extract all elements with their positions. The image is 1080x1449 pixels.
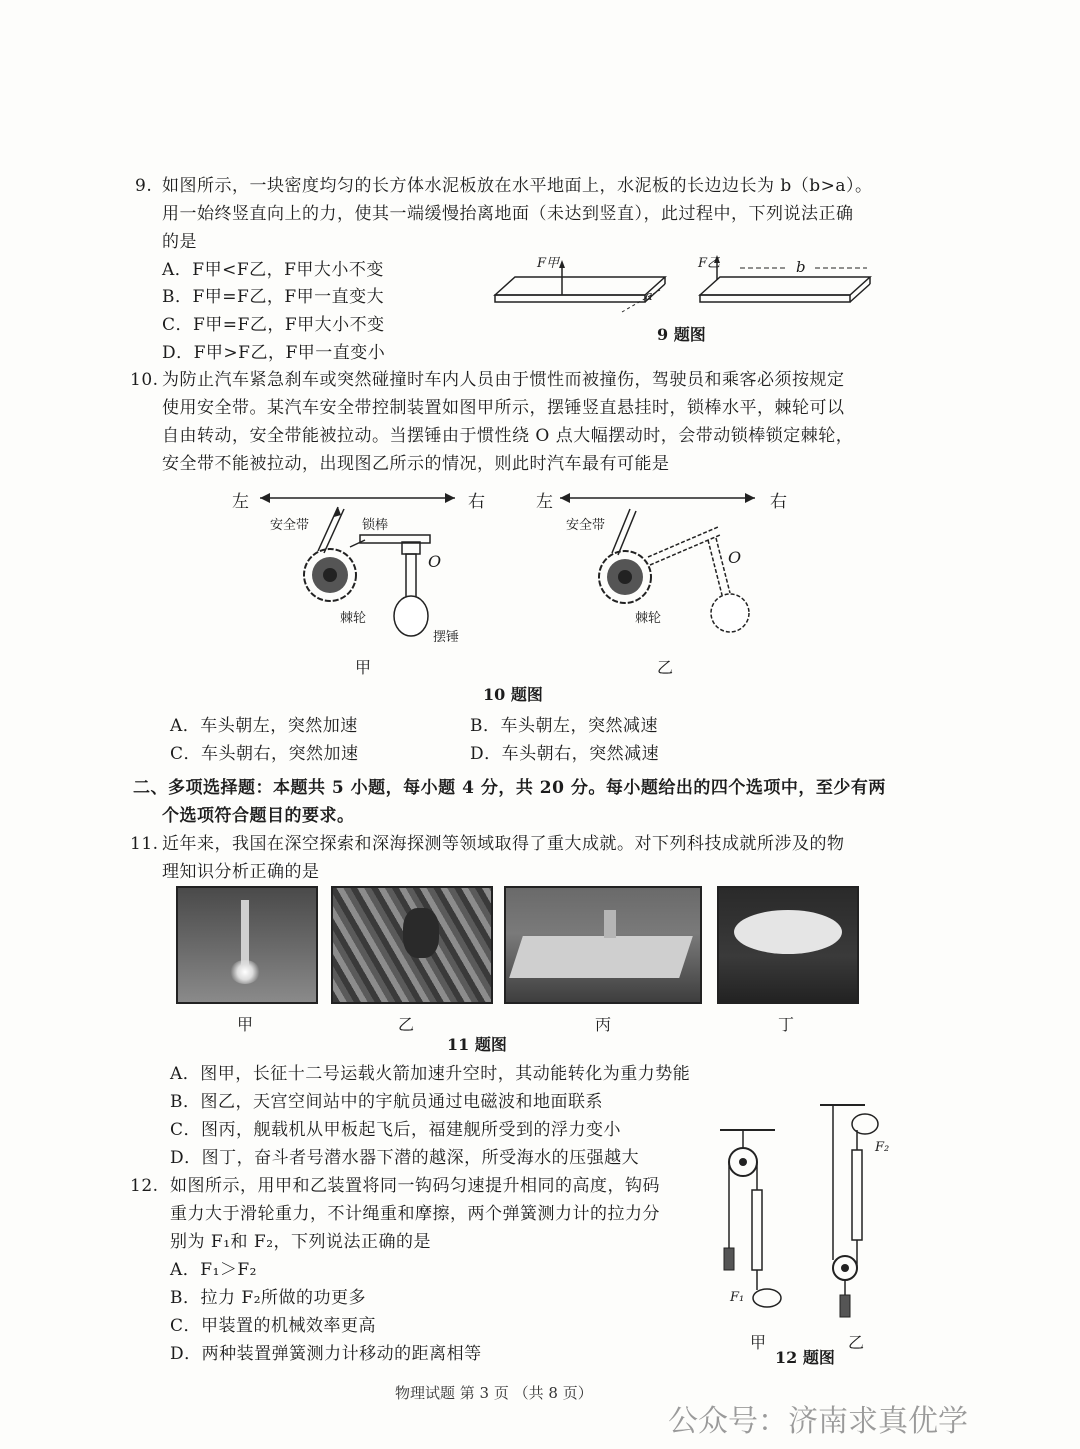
q11-label-ding: 丁: [778, 1015, 795, 1034]
q10-jia-ratchet: 棘轮: [340, 611, 367, 626]
q10-figure-yi: [530, 485, 800, 645]
q12-option-b: B．拉力 F₂所做的功更多: [170, 1288, 367, 1308]
q11-photo-yi-astronaut: [331, 886, 493, 1004]
q10-stem-line3: 自由转动，安全带能被拉动。当摆锤由于惯性绕 O 点大幅摆动时，会带动锁棒锁定棘轮，: [162, 426, 854, 446]
q11-label-jia: 甲: [237, 1015, 254, 1034]
q11-number: 11.: [130, 834, 159, 854]
q9-stem-line3: 的是: [162, 232, 197, 252]
q12-option-d: D．两种装置弹簧测力计移动的距离相等: [170, 1344, 482, 1364]
q9-option-b: B．F甲=F乙，F甲一直变大: [162, 287, 385, 307]
q11-photo-jia-rocket: [176, 886, 318, 1004]
q12-stem-line3: 别为 F₁和 F₂，下列说法正确的是: [170, 1232, 432, 1252]
q10-yi-right: 右: [770, 492, 787, 512]
q10-jia-lockbar: 锁棒: [362, 518, 389, 533]
q10-jia-pendulum: 摆锤: [433, 630, 460, 645]
q11-label-yi: 乙: [398, 1015, 415, 1034]
q12-stem-line1: 如图所示，用甲和乙装置将同一钩码匀速提升相同的高度，钩码: [170, 1176, 660, 1196]
section2-heading-line1: 二、多项选择题：本题共 5 小题，每小题 4 分，共 20 分。每小题给出的四个选项中，至少有两: [133, 778, 886, 798]
q9-label-b: b: [796, 258, 806, 276]
q9-option-c: C．F甲=F乙，F甲大小不变: [162, 315, 385, 335]
q9-stem-line2: 用一始终竖直向上的力，使其一端缓慢抬离地面（未达到竖直），此过程中，下列说法正确: [162, 204, 854, 224]
q10-stem-line2: 使用安全带。某汽车安全带控制装置如图甲所示，摆锤竖直悬挂时，锁棒水平，棘轮可以: [162, 398, 845, 418]
q10-option-c: C．车头朝右，突然加速: [170, 744, 359, 764]
q12-label-f2: F₂: [875, 1140, 890, 1155]
q12-option-a: A．F₁＞F₂: [170, 1260, 257, 1280]
q10-option-d: D．车头朝右，突然减速: [470, 744, 660, 764]
q10-option-b: B．车头朝左，突然减速: [470, 716, 658, 736]
q10-jia-o: O: [428, 552, 442, 571]
q9-caption: 9 题图: [657, 325, 706, 344]
q9-stem-line1: 如图所示，一块密度均匀的长方体水泥板放在水平地面上，水泥板的长边边长为 b（b>a）。: [162, 176, 873, 196]
watermark: 公众号：济南求真优学: [668, 1404, 968, 1439]
q11-option-a: A．图甲，长征十二号运载火箭加速升空时，其动能转化为重力势能: [170, 1064, 691, 1084]
q10-yi-belt: 安全带: [566, 518, 606, 533]
q10-stem-line4: 安全带不能被拉动，出现图乙所示的情况，则此时汽车最有可能是: [162, 454, 670, 474]
q10-stem-line1: 为防止汽车紧急刹车或突然碰撞时车内人员由于惯性而被撞伤，驾驶员和乘客必须按规定: [162, 370, 845, 390]
q12-figure: [715, 1100, 905, 1350]
section2-heading-line2: 个选项符合题目的要求。: [162, 806, 355, 826]
q9-option-a: A．F甲<F乙，F甲大小不变: [162, 260, 384, 280]
q11-option-d: D．图丁，奋斗者号潜水器下潜的越深，所受海水的压强越大: [170, 1148, 640, 1168]
q10-yi-left: 左: [536, 492, 553, 512]
q10-option-a: A．车头朝左，突然加速: [170, 716, 358, 736]
q10-number: 10.: [130, 370, 159, 390]
q10-jia-label: 甲: [355, 658, 372, 677]
q11-option-c: C．图丙，舰载机从甲板起飞后，福建舰所受到的浮力变小: [170, 1120, 622, 1140]
q10-yi-ratchet: 棘轮: [635, 611, 662, 626]
q11-stem-line1: 近年来，我国在深空探索和深海探测等领域取得了重大成就。对下列科技成就所涉及的物: [162, 834, 845, 854]
page-footer: 物理试题 第 3 页 （共 8 页）: [395, 1384, 593, 1402]
q10-caption: 10 题图: [483, 685, 543, 704]
q11-photo-ding-submersible: [717, 886, 859, 1004]
q9-label-a: a: [645, 289, 653, 304]
q11-option-b: B．图乙，天宫空间站中的宇航员通过电磁波和地面联系: [170, 1092, 603, 1112]
q11-label-bing: 丙: [595, 1015, 612, 1034]
q9-number: 9.: [135, 176, 153, 196]
q12-option-c: C．甲装置的机械效率更高: [170, 1316, 377, 1336]
q9-option-d: D．F甲>F乙，F甲一直变小: [162, 343, 386, 363]
q10-jia-right: 右: [468, 492, 485, 512]
q9-label-f1: F甲: [537, 256, 560, 271]
q9-label-f2: F乙: [698, 256, 721, 271]
q12-label-yi: 乙: [848, 1333, 865, 1352]
q10-jia-belt: 安全带: [270, 518, 310, 533]
q10-yi-o: O: [728, 548, 742, 567]
q12-number: 12.: [130, 1176, 159, 1196]
q11-photo-bing-carrier: [504, 886, 702, 1004]
q11-caption: 11 题图: [447, 1035, 507, 1054]
q12-label-jia: 甲: [750, 1333, 767, 1352]
q12-label-f1: F₁: [730, 1290, 745, 1305]
q11-stem-line2: 理知识分析正确的是: [162, 862, 320, 882]
q10-yi-label: 乙: [657, 658, 674, 677]
q10-jia-left: 左: [232, 492, 249, 512]
q12-caption: 12 题图: [775, 1348, 835, 1367]
q12-stem-line2: 重力大于滑轮重力，不计绳重和摩擦，两个弹簧测力计的拉力分: [170, 1204, 660, 1224]
